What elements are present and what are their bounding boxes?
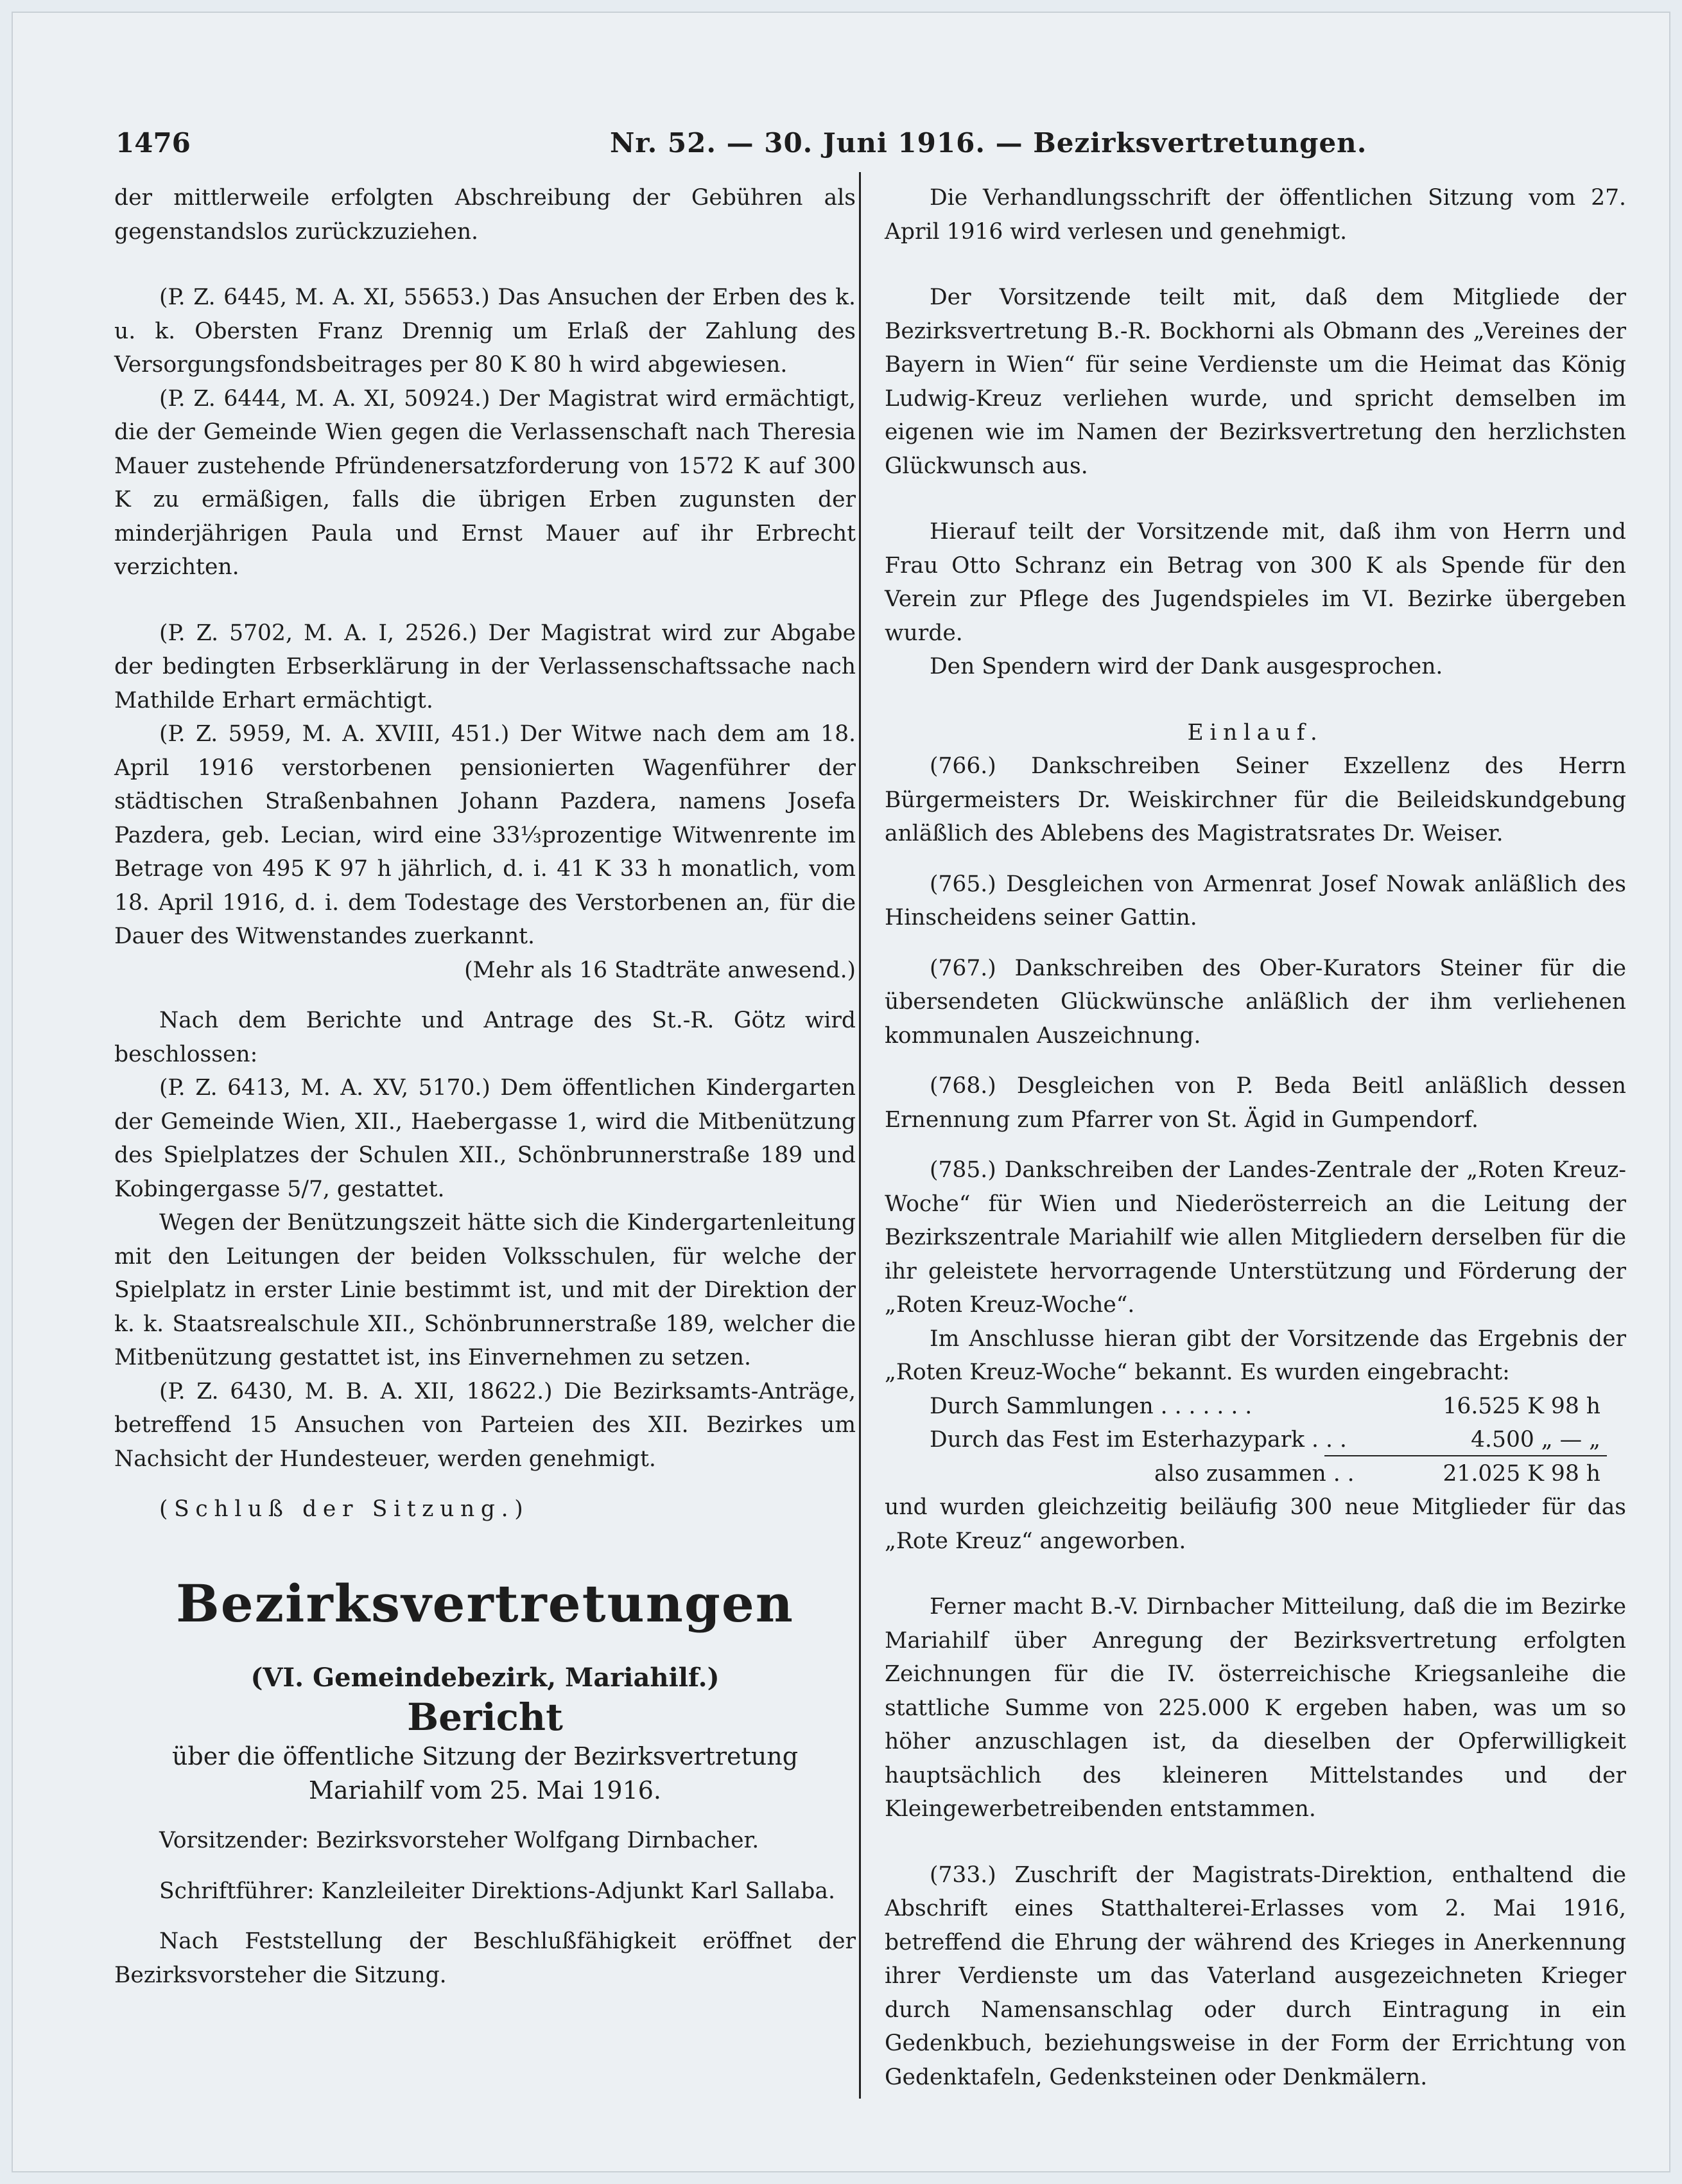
paragraph: (785.) Dankschreiben der Landes-Zentrale der „Roten Kreuz-Woche“ für Wien und Niederösterreich an die Leitung der Bezirkszentrale Mariahilf wie allen Mitgliedern derselben für die ihr geleistete hervorragende Unterstützung und Förderung der „Roten Kreuz-Woche“. [885,1157,1626,1318]
paragraph: Im Anschlusse hieran gibt der Vorsitzende das Ergebnis der „Roten Kreuz-Woche“ bekannt. Es wurden eingebracht: [885,1325,1626,1385]
paragraph: Ferner macht B.-V. Dirnbacher Mitteilung, daß die im Bezirke Mariahilf über Anregung der Bezirksvertretung erfolgten Zeichnungen für die IV. österreichische Kriegsanleihe die stattliche Summe von 225.000 K ergeben haben, was um so höher anzuschlagen ist, da dieselben der Opferwilligkeit hauptsächlich des kleineren Mittelstandes und der Kleingewerbetreibenden entstammen. [885,1594,1626,1822]
column-divider [859,172,861,2099]
newspaper-page [12,12,1670,2172]
ledger-row [885,1423,1626,1457]
report-title: Bericht [407,1695,563,1739]
paragraph: Den Spendern wird der Dank ausgesprochen. [930,654,1443,679]
page-header [103,121,1579,166]
ledger-amount: 16.525 K 98 h [1443,1393,1600,1419]
paragraph: (P. Z. 6430, M. B. A. XII, 18622.) Die Bezirksamts-Anträge, betreffend 15 Ansuchen von Parteien des XII. Bezirkes um Nachsicht der Hundesteuer, werden genehmigt. [114,1378,856,1472]
paragraph: (P. Z. 5702, M. A. I, 2526.) Der Magistrat wird zur Abgabe der bedingten Erbserklärung in der Verlassenschaftssache nach Mathilde Erhart ermächtigt. [114,620,856,713]
paragraph: Hierauf teilt der Vorsitzende mit, daß ihm von Herrn und Frau Otto Schranz ein Betrag von 300 K als Spende für den Verein zur Pflege des Jugendspieles im VI. Bezirke übergeben wurde. [885,519,1626,646]
attendance-note: (Mehr als 16 Stadträte anwesend.) [464,957,856,983]
paragraph: (768.) Desgleichen von P. Beda Beitl anläßlich dessen Ernennung zum Pfarrer von St. Ägid in Gumpendorf. [885,1073,1626,1133]
paragraph: (765.) Desgleichen von Armenrat Josef Nowak anläßlich des Hinscheidens seiner Gattin. [885,871,1626,930]
right-column [885,181,1626,2094]
chairman-line: Vorsitzender: Bezirksvorsteher Wolfgang Dirnbacher. [159,1828,759,1853]
donation-ledger [885,1390,1626,1491]
paragraph: Der Vorsitzende teilt mit, daß dem Mitgliede der Bezirksvertretung B.-R. Bockhorni als Obmann des „Vereines der Bayern in Wien“ für seine Verdienste um die Heimat das König Ludwig-Kreuz verliehen wurde, und spricht demselben im eigenen wie im Namen der Bezirksvertretung den herzlichsten Glückwunsch aus. [885,284,1626,479]
einlauf-heading: Einlauf. [1187,719,1324,746]
paragraph: (P. Z. 6413, M. A. XV, 5170.) Dem öffentlichen Kindergarten der Gemeinde Wien, XII., Haebergasse 1, wird die Mitbenützung des Spielplatzes der Schulen XII., Schönbrunnerstraße 189 und Kobingergasse 5/7, gestattet. [114,1075,856,1202]
paragraph: Nach dem Berichte und Antrage des St.-R. Götz wird beschlossen: [114,1008,856,1067]
paragraph: Wegen der Benützungszeit hätte sich die Kindergartenleitung mit den Leitungen der beiden Volksschulen, für welche der Spielplatz in erster Linie bestimmt ist, und mit der Direktion der k. k. Staatsrealschule XII., Schönbrunnerstraße 189, welcher die Mitbenützung gestattet ist, ins Einvernehmen zu setzen. [114,1210,856,1370]
ledger-label: Durch das Fest im Esterhazypark . . . [930,1427,1347,1453]
section-title: Bezirksvertretungen [176,1573,794,1634]
district-subtitle: (VI. Gemeindebezirk, Mariahilf.) [250,1662,720,1693]
page-number: 1476 [116,127,191,159]
paragraph: (P. Z. 5959, M. A. XVIII, 451.) Der Witwe nach dem am 18. April 1916 verstorbenen pensionierten Wagenführer der städtischen Straßenbahnen Johann Pazdera, namens Josefa Pazdera, geb. Lecian, wird eine 33⅓prozentige Witwenrente im Betrage von 495 K 97 h jährlich, d. i. 41 K 33 h monatlich, vom 18. April 1916, d. i. dem Todestage des Verstorbenen an, für die Dauer des Witwenstandes zuerkannt. [114,721,856,949]
report-subtitle: über die öffentliche Sitzung der Bezirksvertretung [171,1742,799,1770]
paragraph: (P. Z. 6445, M. A. XI, 55653.) Das Ansuchen der Erben des k. u. k. Obersten Franz Drennig um Erlaß der Zahlung des Versorgungsfondsbeitrages per 80 K 80 h wird abgewiesen. [114,284,856,378]
left-column [114,181,856,2101]
session-end: (Schluß der Sitzung.) [159,1496,530,1522]
paragraph: der mittlerweile erfolgten Abschreibung der Gebühren als gegenstandslos zurückzuziehen. [114,185,856,245]
paragraph: (733.) Zuschrift der Magistrats-Direktion, enthaltend die Abschrift eines Statthalterei-Erlasses vom 2. Mai 1916, betreffend die Ehrung der während des Krieges in Anerkennung ihrer Verdienste um das Vaterland ausgezeichneten Krieger durch Namensanschlag oder durch Eintragung in ein Gedenkbuch, beziehungsweise in der Form der Errichtung von Gedenktafeln, Gedenksteinen oder Denkmälern. [885,1862,1626,2090]
ledger-amount: 4.500 „ — „ [1471,1427,1600,1453]
paragraph: (767.) Dankschreiben des Ober-Kurators Steiner für die übersendeten Glückwünsche anläßlich der ihm verliehenen kommunalen Auszeichnung. [885,955,1626,1049]
paragraph: Nach Feststellung der Beschlußfähigkeit eröffnet der Bezirksvorsteher die Sitzung. [114,1928,856,1988]
ledger-total-label: also zusammen . . [1154,1460,1355,1487]
ledger-label: Durch Sammlungen . . . . . . . [930,1393,1253,1419]
report-date: Mariahilf vom 25. Mai 1916. [308,1776,661,1804]
ledger-total-amount: 21.025 K 98 h [1443,1460,1600,1487]
running-title: Nr. 52. — 30. Juni 1916. — Bezirksvertretungen. [610,127,1367,159]
ledger-total-row [885,1457,1626,1491]
paragraph: (P. Z. 6444, M. A. XI, 50924.) Der Magistrat wird ermächtigt, die der Gemeinde Wien gegen die Verlassenschaft nach Theresia Mauer zustehende Pfründenersatzforderung von 1572 K auf 300 K zu ermäßigen, falls die übrigen Erben zugunsten der minderjährigen Paula und Ernst Mauer auf ihr Erbrecht verzichten. [114,385,856,580]
secretary-line: Schriftführer: Kanzleileiter Direktions-Adjunkt Karl Sallaba. [159,1878,835,1904]
ledger-row [885,1390,1626,1424]
paragraph: und wurden gleichzeitig beiläufig 300 neue Mitglieder für das „Rote Kreuz“ angeworben. [885,1494,1626,1554]
paragraph: Die Verhandlungsschrift der öffentlichen Sitzung vom 27. April 1916 wird verlesen und genehmigt. [885,185,1626,245]
paragraph: (766.) Dankschreiben Seiner Exzellenz des Herrn Bürgermeisters Dr. Weiskirchner für die Beileidskundgebung anläßlich des Ablebens des Magistratsrates Dr. Weiser. [885,753,1626,846]
